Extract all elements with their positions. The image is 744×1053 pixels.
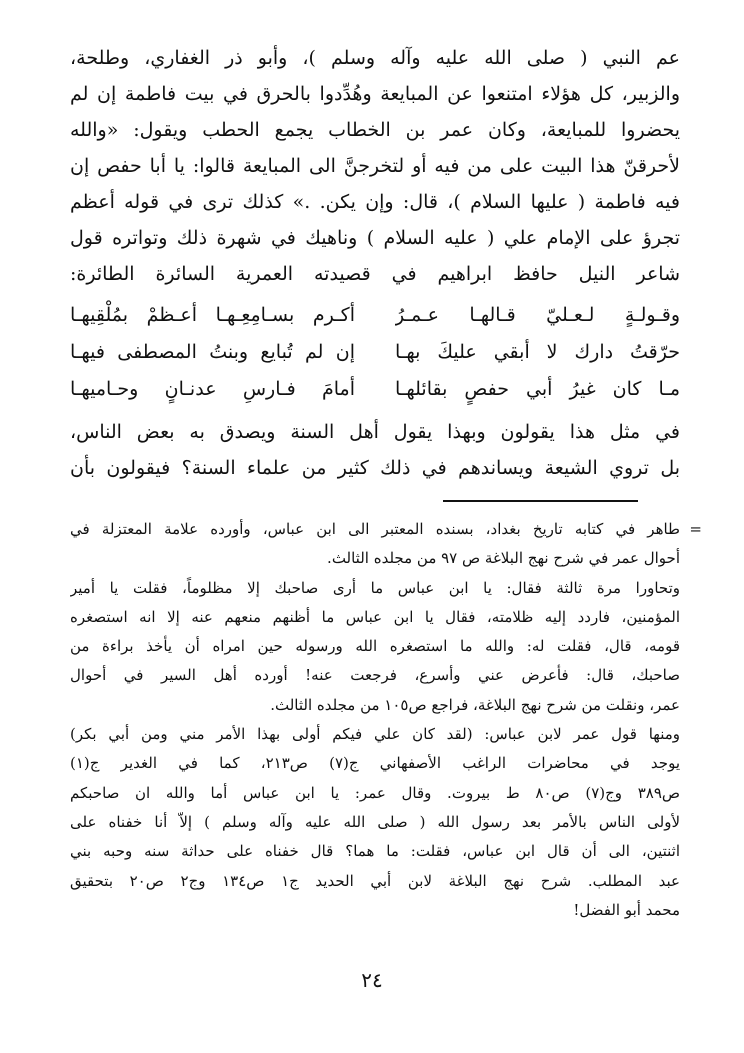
- footnote-line-11: لأولى الناس بالأمر بعد رسول الله ( صلى الله عليه وآله وسلم ) إلاّ أنا خفناه على: [70, 812, 680, 831]
- footnote-line-5: قومه، قال، فقلت له: والله ما استصغره الله ورسوله حين امراه أن يأخذ براءة من: [70, 637, 680, 656]
- after-poem-line-2: بل تروي الشيعة ويساندهم في ذلك كثير من علماء السنة؟ فيقولون بأن: [70, 457, 680, 479]
- footnote-line-6: صاحبك، قال: فأعرض عني وأسرع، فرجعت عنه! أورده أهل السير في أحوال: [70, 666, 680, 685]
- footnote-first-line-wrapper: [70, 515, 702, 544]
- footnote-line-7: عمر، ونقلت من شرح نهج البلاغة، فراجع ص١٠٥ من مجلده الثالث.: [270, 695, 680, 714]
- body-line-3: يحضروا للمبايعة، وكان عمر بن الخطاب يجمع الحطب ويقول: «والله: [70, 119, 680, 141]
- footnote-line-9: يوجد في محاضرات الراغب الأصفهاني ج(٧) ص٢١٣، كما في الغدير ج(١): [70, 754, 680, 773]
- poem-verse-1-second-hemistich: أكـرم بسـامِعِـهـا أعـظمْ بمُلْقِيهـا: [70, 304, 355, 326]
- poem-verse-3: [70, 371, 680, 408]
- body-line-5: فيه فاطمة ( عليها السلام )، قال: وإن يكن. .» كذلك ترى في قوله أعظم: [70, 191, 680, 213]
- footnote-line-8: ومنها قول عمر لابن عباس: (لقد كان علي فيكم أولى بهذا الأمر مني ومن أبي بكر): [70, 725, 680, 744]
- footnote-line-2: أحوال عمر في شرح نهج البلاغة ص ٩٧ من مجلده الثالث.: [327, 549, 680, 568]
- poem-verse-3-second-hemistich: أمامَ فـارسِ عدنـانٍ وحـاميهـا: [70, 378, 355, 400]
- footnotes-block: [70, 515, 702, 925]
- footnote-line-14: محمد أبو الفضل!: [573, 900, 680, 919]
- poem-verse-1-first-hemistich: وقـولـةٍ لـعـليّ قـالهـا عـمـرُ: [395, 304, 680, 326]
- poem-verse-2: [70, 334, 680, 371]
- poem-verse-1: [70, 297, 680, 334]
- poem-block: [70, 297, 680, 408]
- after-poem-line-1: في مثل هذا يقولون وبهذا يقول أهل السنة ويصدق به بعض الناس،: [70, 421, 680, 443]
- footnote-continuation-marker: =: [689, 520, 702, 538]
- footnote-line-13: عبد المطلب. شرح نهج البلاغة لابن أبي الحديد ج١ ص١٣٤ وج٢ ص٢٠ بتحقيق: [70, 871, 680, 890]
- body-line-1: عم النبي ( صلى الله عليه وآله وسلم )، وأبو ذر الغفاري، وطلحة،: [70, 47, 680, 69]
- poem-verse-2-second-hemistich: إن لم تُبايع وبنتُ المصطفى فيهـا: [70, 341, 355, 363]
- after-poem-text-block: [70, 414, 680, 486]
- footnote-line-12: اثنتين، الى أن قال ابن عباس، فقلت: ما هما؟ قال خفناه على حداثة سنه وحبه بني: [70, 842, 680, 861]
- poem-verse-2-first-hemistich: حرّقتُ دارك لا أبقي عليكَ بهـا: [395, 341, 680, 363]
- footnote-divider: [443, 500, 638, 502]
- body-line-7: شاعر النيل حافظ ابراهيم في قصيدته العمرية السائرة الطائرة:: [70, 263, 680, 285]
- main-text-block: [70, 40, 680, 292]
- footnote-line-4: المؤمنين، فاردد إليه ظلامته، فقال يا ابن عباس ما أظنهم منعهم عنه إلا انه استصغره: [70, 607, 680, 626]
- footnote-line-1: طاهر في كتابه تاريخ بغداد، بسنده المعتبر الى ابن عباس، وأورده علامة المعتزلة في: [70, 520, 680, 538]
- body-line-6: تجرؤ على الإمام علي ( عليه السلام ) وناهيك في شهرة ذلك وتواتره قول: [70, 227, 680, 249]
- body-line-4: لأحرقنّ هذا البيت على من فيه أو لتخرجنَّ الى المبايعة قالوا: يا أبا حفص إن: [70, 155, 680, 177]
- poem-verse-3-first-hemistich: مـا كان غيرُ أبي حفصٍ بقائلهـا: [395, 378, 680, 400]
- footnote-line-3: وتحاورا مرة ثالثة فقال: يا ابن عباس ما أرى صاحبك إلا مظلوماً، فقلت يا أمير: [70, 578, 680, 597]
- footnote-line-10: ص٣٨٩ وج(٧) ص٨٠ ط بيروت. وقال عمر: يا ابن عباس أما والله ان صاحبكم: [70, 783, 680, 802]
- page-number: ٢٤: [361, 968, 383, 992]
- body-line-2: والزبير، كل هؤلاء امتنعوا عن المبايعة وهُدِّدوا بالحرق في بيت فاطمة إن لم: [70, 83, 680, 105]
